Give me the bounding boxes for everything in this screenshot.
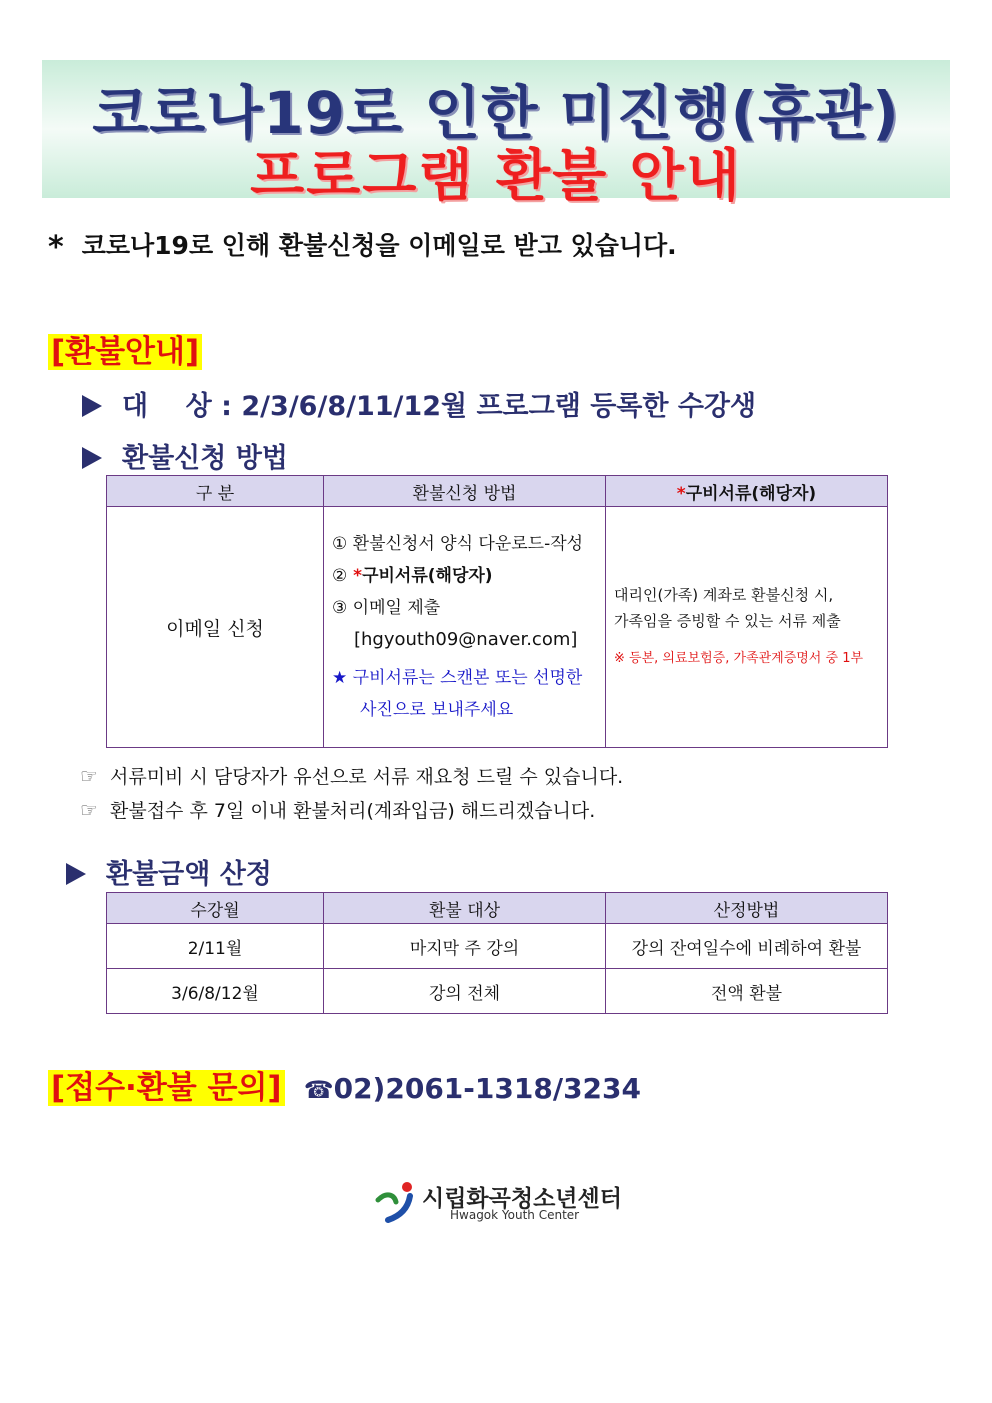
phone-icon: ☎ (303, 1076, 334, 1104)
contact-line (48, 1062, 641, 1107)
refund-info-tag: [환불안내] (48, 334, 202, 370)
header-method: 환불신청 방법 (324, 476, 606, 507)
step-2-number: ② (332, 566, 348, 586)
banner-title-line2: 프로그램 환불 안내 (250, 144, 742, 209)
tip-line-1: 구비서류는 스캔본 또는 선명한 (352, 668, 583, 688)
amount-title-line (66, 852, 272, 891)
logo-name-english: Hwagok Youth Center (450, 1208, 580, 1222)
target-label: 대 상 (122, 391, 212, 422)
cell-target: 강의 전체 (324, 969, 606, 1014)
step-3-text: 이메일 제출 (352, 598, 441, 618)
cell-month: 2/11월 (107, 924, 324, 969)
email-address: [hgyouth09@naver.com] (354, 629, 578, 650)
banner-title-line1: 코로나19로 인한 미진행(휴관) (92, 79, 900, 147)
cell-method: 전액 환불 (606, 969, 888, 1014)
table-row (107, 969, 888, 1014)
method-title: 환불신청 방법 (122, 443, 288, 474)
step-3 (332, 592, 597, 624)
table-row (107, 924, 888, 969)
header-target: 환불 대상 (324, 893, 606, 924)
header-documents-label: 구비서류(해당자) (685, 483, 817, 504)
contact-phone: 02)2061-1318/3234 (333, 1072, 641, 1105)
tip (332, 662, 597, 694)
cell-month: 3/6/8/12월 (107, 969, 324, 1014)
tip-line-2: 사진으로 보내주세요 (360, 700, 514, 720)
header-documents-star: * (676, 483, 686, 504)
table-header-row (107, 893, 888, 924)
notice-text: 코로나19로 인해 환불신청을 이메일로 받고 있습니다. (81, 231, 677, 260)
refund-amount-table (106, 892, 888, 1014)
header-documents (606, 476, 888, 507)
table-header-row (107, 476, 888, 507)
cell-target: 마지막 주 강의 (324, 924, 606, 969)
method-steps-cell (324, 507, 606, 748)
center-logo (374, 1180, 624, 1226)
step-2-star: * (353, 566, 363, 586)
cell-method: 강의 잔여일수에 비례하여 환불 (606, 924, 888, 969)
header-calc-method: 산정방법 (606, 893, 888, 924)
header-category: 구 분 (107, 476, 324, 507)
contact-tag: [접수·환불 문의] (48, 1070, 285, 1106)
star-icon: ★ (332, 668, 348, 688)
email-notice (48, 226, 677, 265)
title-banner (42, 60, 950, 209)
note-text: 서류미비 시 담당자가 유선으로 서류 재요청 드릴 수 있습니다. (110, 766, 624, 788)
note-text: 환불접수 후 7일 이내 환불처리(계좌입금) 해드리겠습니다. (110, 800, 596, 822)
documents-line-2: 가족임을 증빙할 수 있는 서류 제출 (614, 612, 841, 630)
refund-info-heading (48, 326, 202, 371)
triangle-right-icon (82, 447, 102, 469)
documents-line-1: 대리인(가족) 계좌로 환불신청 시, (614, 586, 834, 604)
step-1-number: ① (332, 534, 348, 554)
target-line (82, 384, 756, 423)
target-separator: : (221, 391, 232, 422)
header-month: 수강월 (107, 893, 324, 924)
method-title-line (82, 436, 288, 475)
table-row (107, 507, 888, 748)
logo-name-korean: 시립화곡청소년센터 (422, 1186, 622, 1212)
note-item (80, 796, 595, 823)
documents-cell (606, 507, 888, 748)
triangle-right-icon (66, 863, 86, 885)
row-label-email: 이메일 신청 (107, 507, 324, 748)
step-1 (332, 528, 597, 560)
step-2 (332, 560, 597, 592)
amount-title: 환불금액 산정 (106, 859, 272, 890)
target-value: 2/3/6/8/11/12월 프로그램 등록한 수강생 (241, 391, 757, 422)
notice-star: * (48, 230, 64, 265)
step-2-text: 구비서류(해당자) (362, 566, 493, 586)
triangle-right-icon (82, 395, 102, 417)
logo-mark-icon (374, 1180, 416, 1224)
pointing-hand-icon: ☞ (80, 798, 98, 822)
step-1-text: 환불신청서 양식 다운로드-작성 (352, 534, 584, 554)
refund-method-table (106, 475, 888, 748)
pointing-hand-icon: ☞ (80, 764, 98, 788)
step-3-number: ③ (332, 598, 348, 618)
note-item (80, 762, 623, 789)
documents-note: ※ 등본, 의료보험증, 가족관계증명서 중 1부 (614, 651, 864, 666)
